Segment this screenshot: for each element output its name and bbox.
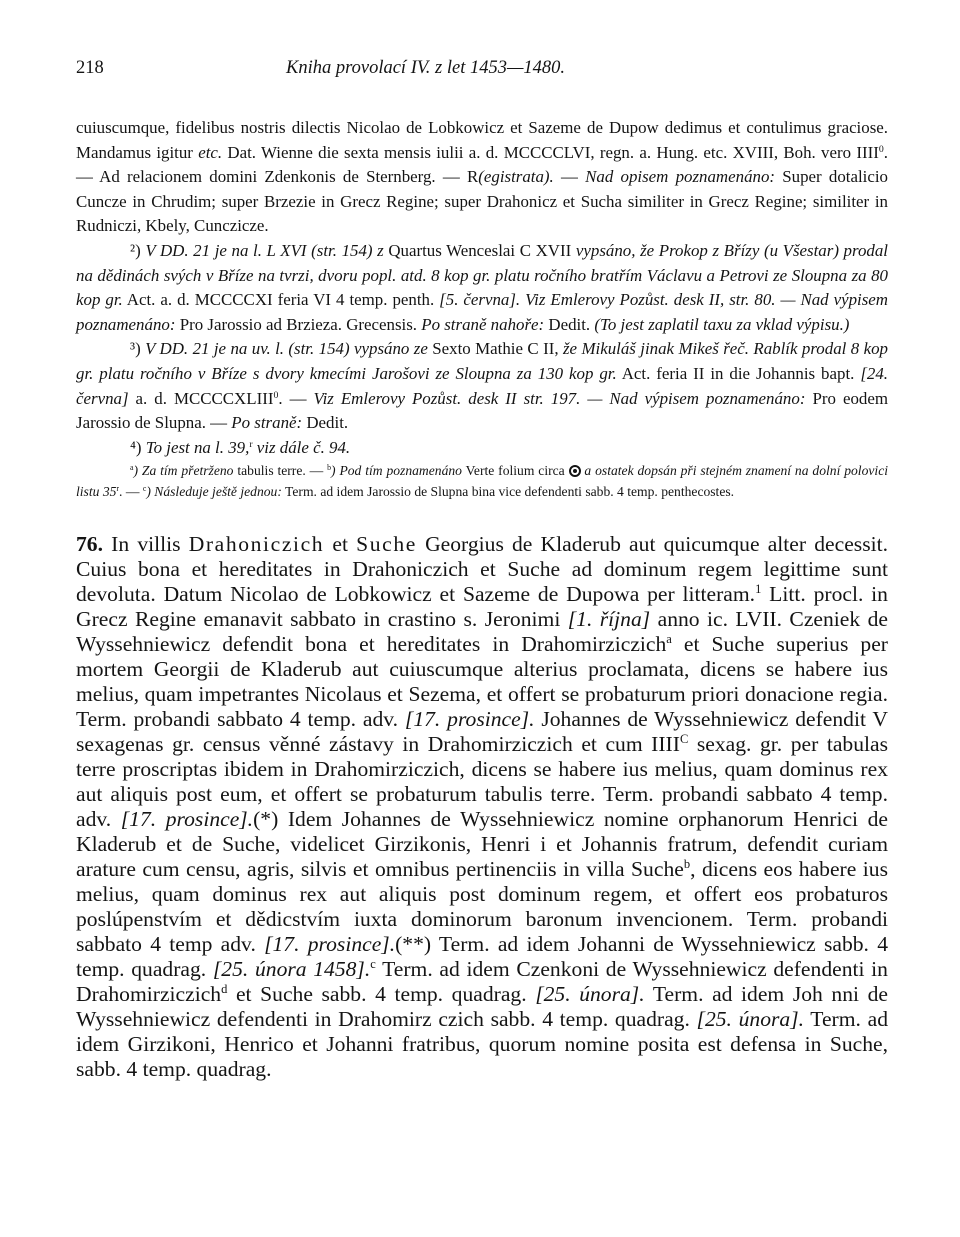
footnote-4: ⁴) To jest na l. 39,$^r$ viz dále č. 94. (130, 437, 351, 457)
entry-76 (76, 532, 888, 1082)
running-header (76, 58, 888, 88)
place-name: Drahoniczich (188, 532, 325, 557)
book-page (76, 58, 888, 1082)
footnote-3: ³) V DD. 21 je na uv. l. (str. 154) vypsáno ze Sexto Mathie C II, že Mikuláš jinak Mikeš řeč. Rablík prodal 8 kop gr. platu ročního v Bříze s dvory kmecími Jarošovi ze Sloupna za 130 kop gr. Act. feria II in die Johannis bapt. [24. června] a. d. MCCCCXLIII$^0$. — Viz Emlerovy Pozůst. desk II str. 197. — Nad výpisem poznamenáno: Pro eodem Jarossio de Slupna. — Po straně: Dedit. (76, 339, 888, 433)
circle-mark-icon (569, 465, 581, 477)
page-number: 218 (76, 58, 104, 78)
entry-text: 76. In villis Drahoniczich et Suche Georgius de Kladerub aut quicumque alter decessit. Cuius bona et hereditates in Drahoniczich et Suche ad dominum regem legittime sunt devoluta. Datum Nicolao de Lobkowicz et Sazeme de Dupowa per litteram.$^1$ Litt. procl. in Grecz Regine emanavit sabbato in crastino s. Jeronimi [1. října] anno ic. LVII. Czeniek de Wyssehniewicz defendit bona et hereditates in Drahomirziczich$^a$ et Suche superius per mortem Georgii de Kladerub aut cuiuscumque alterius proclamata, dicens se habere ius melius, quam impetrantes Nicolaus et Sezema, et offert se probaturum priori donacione regia. Term. probandi sabbato 4 temp. adv. [17. prosince]. Johannes de Wyssehniewicz defendit V sexagenas gr. census věnné zástavy in Drahomirziczich et cum $IIII^C$ sexag. gr. per tabulas terre proscriptas ibidem in Drahomirziczich, dicens se habere ius melius, quam dominus rex aut aliquis post eum, et offert se probaturum tabulis terre. Term. probandi sabbato 4 temp. adv. [17. prosince].(*) Idem Johannes de Wyssehniewicz nomine orphanorum Henrici de Kladerub et de Suche, videlicet Girzikonis, Henri i et Johannis fratrum, defendit curiam arature cum censu, agris, silvis et omnibus pertinenciis in villa Suche$^b$, dicens eos habere ius melius, quam dominus rex aut aliquis post dominum regem, et offert eos probaturos poslúpenstvím et dědicstvím iuxta dominorum baronum invencionem. Term. probandi sabbato 4 temp adv. [17. prosince].(**) Term. ad idem Johanni de Wyssehniewicz sabb. 4 temp. quadrag. [25. února 1458].$^c$ Term. ad idem Czenkoni de Wyssehniewicz defendenti in Drahomirziczich$^d$ et Suche sabb. 4 temp. quadrag. [25. února]. Term. ad idem Joh nni de Wyssehniewicz defendenti in Drahomirz czich sabb. 4 temp. quadrag. [25. února]. Term. ad idem Girzikoni, Henrico et Johanni fratribus, quorum nomine posita est defensa in Suche, sabb. 4 temp. quadrag. (76, 532, 889, 1082)
textual-note: $^a$) Za tím přetrženo tabulis terre. — $^b$) Pod tím poznamenáno Verte folium circa a ostatek dopsán při stejném znamení na dolní polovici listu 35$^r$. — $^c$) Následuje ještě jednou: Term. ad idem Jarossio de Slupna bina vice defendenti sabb. 4 temp. penthecostes. (76, 463, 889, 500)
footnote-1-continuation: cuiuscumque, fidelibus nostris dilectis Nicolao de Lobkowicz et Sazeme de Dupow dedimus et contulimus graciose. Mandamus igitur etc. Dat. Wienne die sexta mensis iulii a. d. MCCCCLVI, regn. a. Hung. etc. XVIII, Boh. vero IIII$^0$. — Ad relacionem domini Zdenkonis de Sternberg. — R(egistrata). — Nad opisem poznamenáno: Super dotalicio Cuncze in Chrudim; super Brzezie in Grecz Regine; super Drahonicz et Sucha similiter in Grecz Regine; similiter in Rudniczi, Kbely, Cunczicze. (76, 118, 888, 236)
running-title: Kniha provolací IV. z let 1453—1480. (286, 58, 566, 78)
footnotes-block (76, 116, 888, 460)
place-name: Suche (356, 532, 417, 557)
entry-number: 76. (76, 532, 103, 557)
textual-notes (76, 460, 888, 502)
footnote-2: ²) V DD. 21 je na l. L XVI (str. 154) z Quartus Wenceslai C XVII vypsáno, že Prokop z Břízy (u Všestar) prodal na dědinách svých v Bříze na tvrzi, dvoru popl. atd. 8 kop gr. platu ročního bratřím Václavu a Petrovi ze Sloupna za 80 kop gr. Act. a. d. MCCCCXI feria VI 4 temp. penth. [5. června]. Viz Emlerovy Pozůst. desk II, str. 80. — Nad výpisem poznamenáno: Pro Jarossio ad Brzieza. Grecensis. Po straně nahoře: Dedit. (To jest zaplatil taxu za vklad výpisu.) (76, 240, 888, 334)
